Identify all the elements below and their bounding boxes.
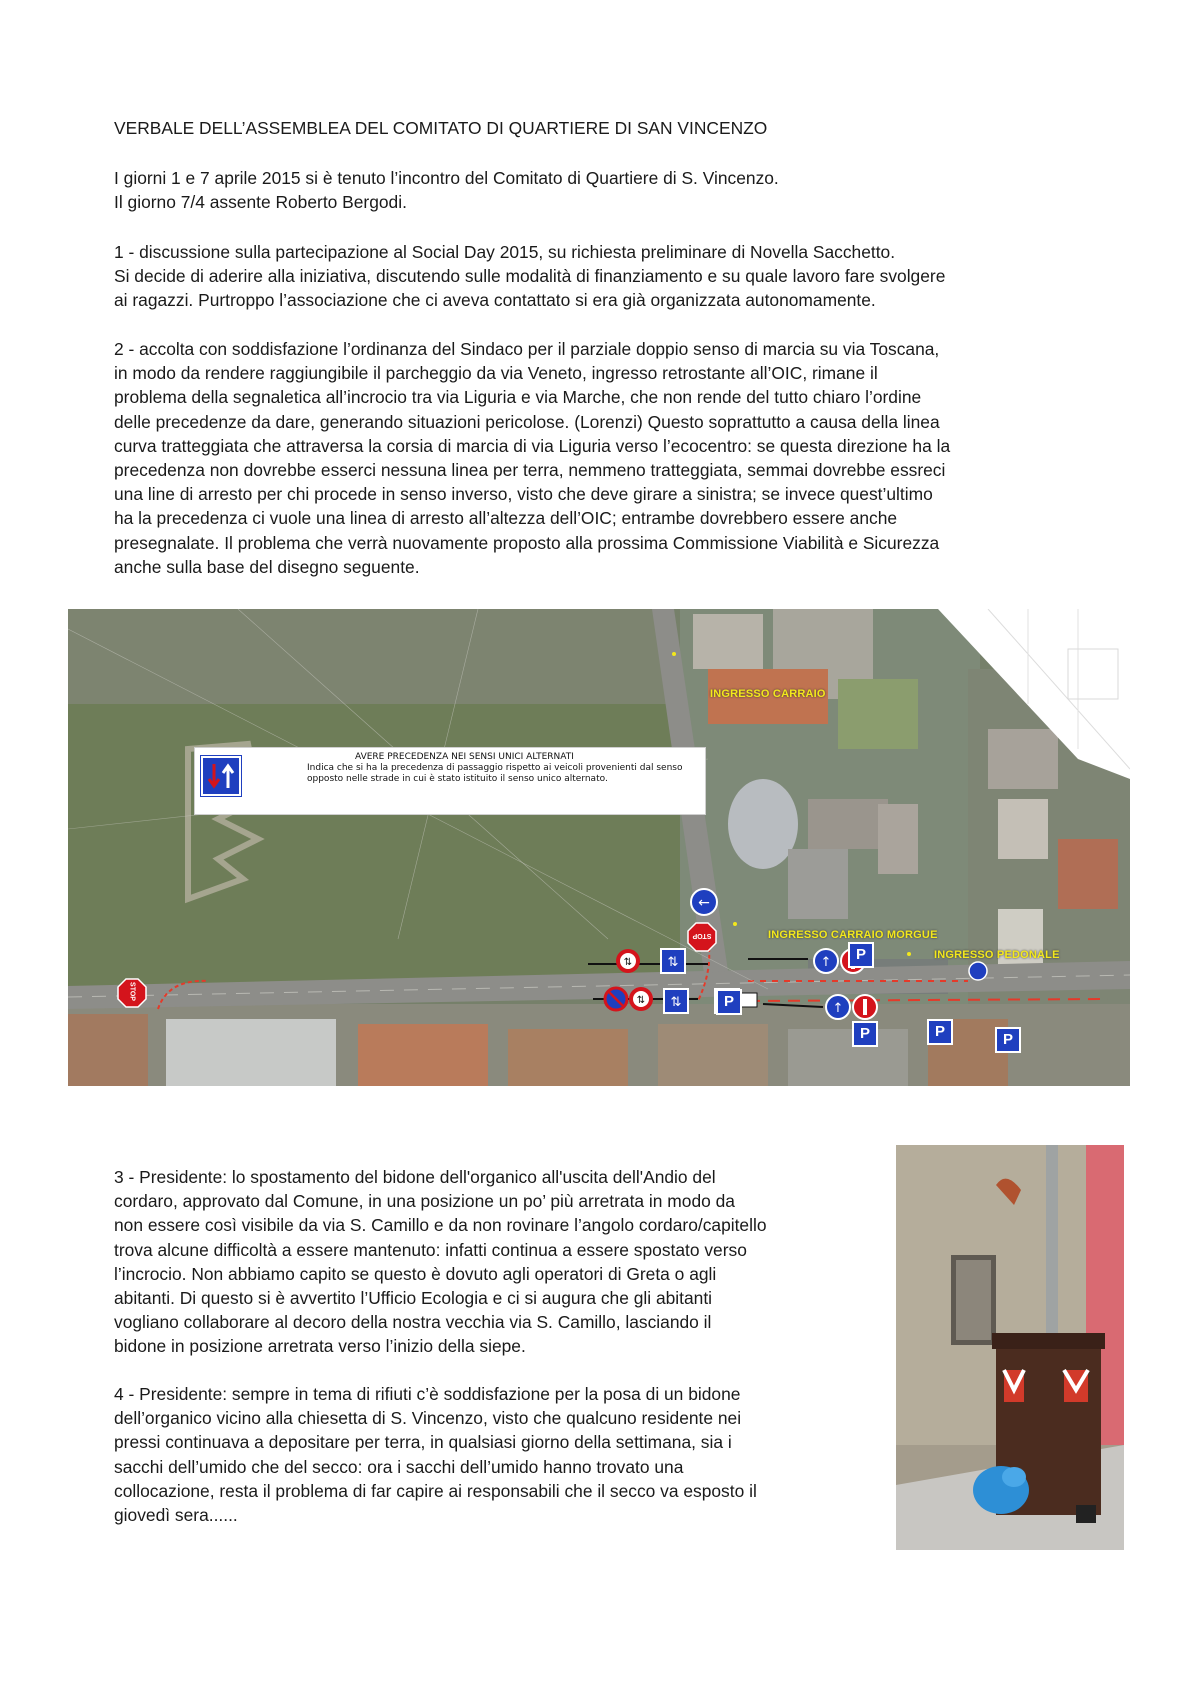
intro-paragraph <box>114 166 779 214</box>
waste-bin-photo <box>896 1145 1124 1550</box>
priority-over-oncoming-sign <box>661 949 685 973</box>
text-line: 3 - Presidente: lo spostamento del bidone dell'organico all'uscita dell'Andio del <box>114 1167 716 1187</box>
label-ingresso-carraio: INGRESSO CARRAIO <box>710 688 826 700</box>
svg-text:⇅: ⇅ <box>670 995 682 1010</box>
text-line: l’incrocio. Non abbiamo capito se questo è dovuto agli operatori di Greta o agli <box>114 1263 717 1284</box>
stop-sign-label: STOP <box>128 982 136 1001</box>
text-line: una line di arresto per chi procede in senso inverso, visto che deve girare a sinistra; se invece quest’ultimo <box>114 484 933 505</box>
no-entry-sign-2 <box>853 995 877 1019</box>
item-2-paragraph <box>114 337 950 579</box>
text-line: bidone in posizione arretrata verso l’inizio della siepe. <box>114 1336 526 1357</box>
text-line: ha la precedenza ci vuole una linea di arresto all’altezza dell’OIC; entrambe dovrebbero essere anche <box>114 508 898 529</box>
text-line: dell’organico vicino alla chiesetta di S. Vincenzo, visto che qualcuno residente nei <box>114 1408 742 1429</box>
map-drawing <box>68 609 1130 1086</box>
text-line: sacchi dell’umido che del secco: ora i sacchi dell’umido hanno trovato una <box>114 1456 684 1477</box>
item-4-paragraph <box>114 1382 757 1527</box>
text-line: trova alcune difficoltà a essere mantenuto: infatti continua a essere spostato verso <box>114 1239 747 1260</box>
text-line: vogliano collaborare al decoro della nostra vecchia via S. Camillo, lasciando il <box>114 1312 712 1333</box>
turn-left-sign <box>691 889 717 915</box>
label-ingresso-pedonale: INGRESSO PEDONALE <box>934 949 1060 961</box>
legend-title: AVERE PRECEDENZA NEI SENSI UNICI ALTERNATI <box>355 752 574 762</box>
parking-sign: P <box>852 1021 878 1047</box>
text-line: curva tratteggiata che attraversa la corsia di marcia di via Liguria verso l’ecocentro: se questa direzione ha la <box>114 435 951 456</box>
no-parking-sign <box>605 988 627 1010</box>
text-line: 2 - accolta con soddisfazione l’ordinanza del Sindaco per il parziale doppio senso di marcia su via Toscana, <box>114 339 940 359</box>
parking-sign: P <box>927 1019 953 1045</box>
parking-sign: P <box>995 1027 1021 1053</box>
priority-over-oncoming-sign-2 <box>664 989 688 1013</box>
give-way-oncoming-sign <box>616 949 640 973</box>
text-line: 1 - discussione sulla partecipazione al Social Day 2015, su richiesta preliminare di Novella Sacchetto. <box>114 242 896 262</box>
text-line: problema della segnaletica all’incrocio tra via Liguria e via Marche, che non rende del tutto chiaro l’ordine <box>114 387 922 408</box>
go-straight-sign-2 <box>826 995 850 1019</box>
svg-text:⇅: ⇅ <box>623 957 633 968</box>
text-line: cordaro, approvato dal Comune, in una posizione un po’ più arretrata in modo da <box>114 1191 735 1212</box>
text-line: Il giorno 7/4 assente Roberto Bergodi. <box>114 192 407 213</box>
text-line: I giorni 1 e 7 aprile 2015 si è tenuto l’incontro del Comitato di Quartiere di S. Vincenzo. <box>114 168 779 188</box>
pedestrian-sign <box>969 962 987 980</box>
svg-text:⇅: ⇅ <box>667 955 679 970</box>
svg-text:⇅: ⇅ <box>636 995 646 1006</box>
text-line: delle precedenze da dare, generando situazioni pericolose. (Lorenzi) Questo soprattutto a causa della linea <box>114 411 940 432</box>
text-line: in modo da rendere raggiungibile il parcheggio da via Veneto, ingresso retrostante all’OIC, rimane il <box>114 363 878 384</box>
text-line: non essere così visibile da via S. Camillo e da non rovinare l’angolo cordaro/capitello <box>114 1215 767 1236</box>
document-title: VERBALE DELL’ASSEMBLEA DEL COMITATO DI QUARTIERE DI SAN VINCENZO <box>114 118 768 138</box>
text-line: precedenza non dovrebbe esserci nessuna linea per terra, nemmeno tratteggiata, semmai dovrebbe essreci <box>114 460 946 481</box>
give-way-oncoming-sign-2 <box>629 987 653 1011</box>
aerial-map <box>68 609 1130 1086</box>
text-line: ai ragazzi. Purtroppo l’associazione che ci aveva contattato si era già organizzata autonomamente. <box>114 290 876 311</box>
go-straight-sign <box>814 949 838 973</box>
svg-text:←: ← <box>698 895 710 911</box>
svg-text:↑: ↑ <box>832 1001 844 1016</box>
label-ingresso-carraio-morgue: INGRESSO CARRAIO MORGUE <box>768 929 938 941</box>
text-line: Si decide di aderire alla iniziativa, discutendo sulle modalità di finanziamento e su quale lavoro fare svolgere <box>114 266 946 287</box>
text-line: abitanti. Di questo si è avvertito l’Ufficio Ecologia e ci si augura che gli abitanti <box>114 1288 713 1309</box>
sign-legend-box <box>194 747 706 815</box>
parking-sign: P <box>848 942 874 968</box>
priority-sign-icon <box>201 756 241 796</box>
text-line: presegnalate. Il problema che verrà nuovamente proposto alla prossima Commissione Viabilità e Sicurezza <box>114 532 940 553</box>
legend-description: Indica che si ha la precedenza di passaggio rispetto ai veicoli provenienti dal senso opposto nelle strade in cui è stato istituito il senso unico alternato. <box>307 763 683 784</box>
stop-sign-label: STOP <box>692 932 712 939</box>
text-line: anche sulla base del disegno seguente. <box>114 556 420 577</box>
text-line: giovedì sera...... <box>114 1505 238 1526</box>
svg-text:↑: ↑ <box>820 955 832 970</box>
text-line: collocazione, resta il problema di far capire ai responsabili che il secco va esposto il <box>114 1480 757 1501</box>
text-line: pressi continuava a depositare per terra, in qualsiasi giorno della settimana, sia i <box>114 1432 732 1453</box>
parking-sign: P <box>716 989 742 1015</box>
item-1-paragraph <box>114 240 945 313</box>
text-line: 4 - Presidente: sempre in tema di rifiuti c’è soddisfazione per la posa di un bidone <box>114 1384 741 1404</box>
item-3-paragraph <box>114 1165 767 1359</box>
